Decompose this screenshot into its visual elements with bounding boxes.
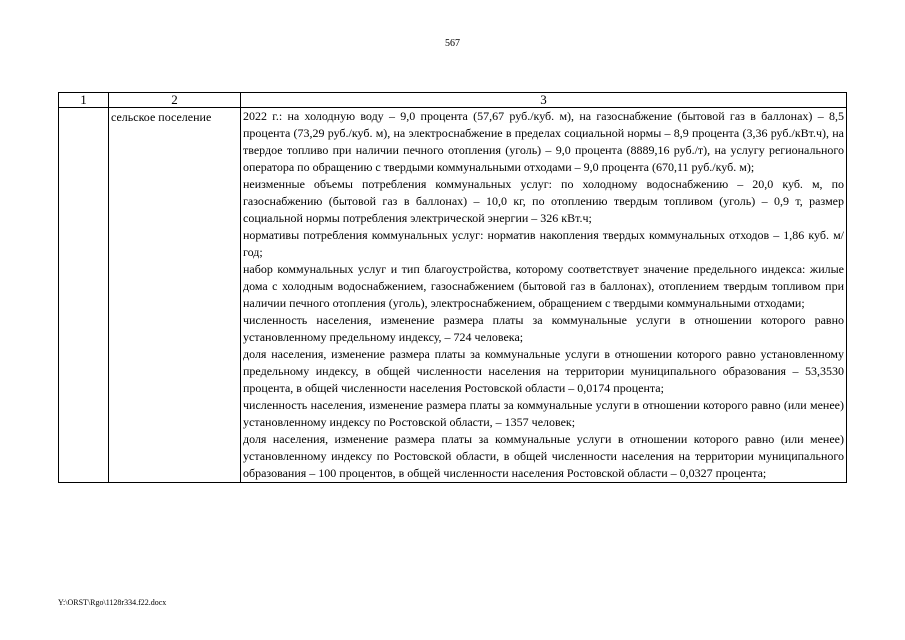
paragraph-tariff-growth: 2022 г.: на холодную воду – 9,0 процента (57,67 руб./куб. м), на газоснабжение (бытовой газ в баллонах) – 8,5 процента (73,29 руб./куб. м), на электроснабжение в пределах социальной нормы – 8,9 процента (3,36 руб./кВт.ч), на твердое топливо при наличии печного отопления (уголь) – 9,0 процента (8889,16 руб./т), на услугу регионального оператора по обращению с твердыми коммунальными отходами – 9,0 процента (670,11 руб./куб. м);: [243, 109, 844, 174]
paragraph-population-count-region: численность населения, изменение размера платы за коммунальные услуги в отношении которого равно (или менее) установленному индексу по Ростовской области, – 1357 человек;: [243, 398, 844, 429]
paragraph-consumption-norms: нормативы потребления коммунальных услуг: норматив накопления твердых коммунальных отходов – 1,86 куб. м/год;: [243, 228, 844, 259]
page-number: 567: [445, 38, 460, 49]
paragraph-population-share-region: доля населения, изменение размера платы за коммунальные услуги в отношении которого равно (или менее) установленному индексу по Ростовской области, в общей численности населения на территории муниципального образования – 100 процентов, в общей численности населения Ростовской области – 0,0327 процента;: [243, 432, 844, 480]
paragraph-consumption-volumes: неизменные объемы потребления коммунальных услуг: по холодному водоснабжению – 20,0 куб. м, по газоснабжению (бытовой газ в баллонах) – 10,0 кг, по отоплению твердым топливом (уголь) – 0,9 т, размер социальной нормы потребления электрической энергии – 326 кВт.ч;: [243, 177, 844, 225]
table-header-row: [59, 93, 847, 108]
cell-description: [241, 108, 847, 483]
cell-number: [59, 108, 109, 483]
table-row: [59, 108, 847, 483]
paragraph-population-count-limit: численность населения, изменение размера платы за коммунальные услуги в отношении которого равно установленному предельному индексу, – 724 человека;: [243, 313, 844, 344]
column-header-3: 3: [241, 93, 847, 108]
data-table: [58, 92, 847, 483]
cell-settlement-type: сельское поселение: [109, 108, 241, 483]
column-header-1: 1: [59, 93, 109, 108]
paragraph-population-share-limit: доля населения, изменение размера платы за коммунальные услуги в отношении которого равно установленному предельному индексу, в общей численности населения на территории муниципального образования – 53,3530 процента, в общей численности населения Ростовской области – 0,0174 процента;: [243, 347, 844, 395]
paragraph-service-set: набор коммунальных услуг и тип благоустройства, которому соответствует значение предельного индекса: жилые дома с холодным водоснабжением, газоснабжением (бытовой газ в баллонах), отоплением твердым топливом при наличии печного отопления (уголь), электроснабжением, обращением с твердыми коммунальными отходами;: [243, 262, 844, 310]
footer-file-path: Y:\ORST\Rgo\1128r334.f22.docx: [58, 598, 167, 607]
column-header-2: 2: [109, 93, 241, 108]
